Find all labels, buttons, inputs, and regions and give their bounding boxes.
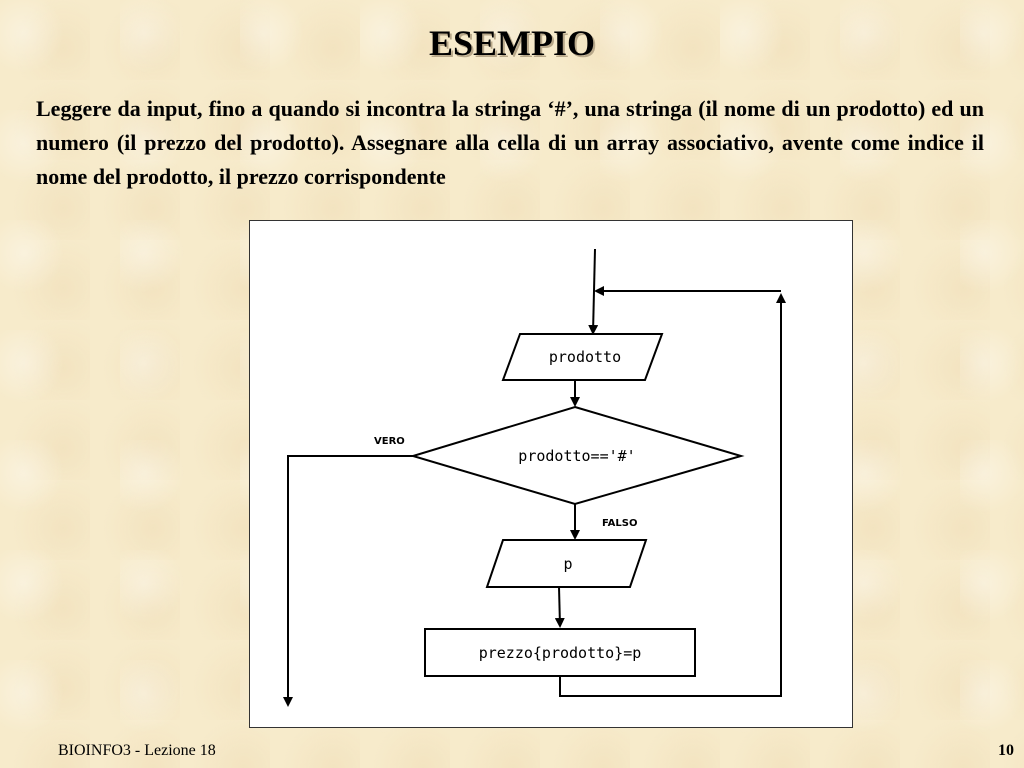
entry-arrow xyxy=(593,249,595,333)
false-label: FALSO xyxy=(602,518,638,529)
true-branch-line xyxy=(288,456,413,705)
input-p-label: p xyxy=(563,555,573,573)
slide-body-text: Leggere da input, fino a quando si incontra la stringa ‘#’, una stringa (il nome di un prodotto) ed un numero (il prezzo del prodotto). Assegnare alla cella di un array associativo, avente come indice il nome del prodotto, il prezzo corrispondente xyxy=(36,96,984,189)
arrow-to-assignment xyxy=(559,587,560,626)
true-label: VERO xyxy=(374,436,405,447)
flowchart-panel xyxy=(249,220,853,728)
decision-condition-label: prodotto=='#' xyxy=(518,447,636,465)
footer-page-number: 10 xyxy=(998,742,1014,759)
input-prodotto-label: prodotto xyxy=(548,348,622,366)
assignment-label: prezzo{prodotto}=p xyxy=(478,644,642,662)
footer-course: BIOINFO3 - Lezione 18 xyxy=(58,742,216,759)
flowchart-diagram xyxy=(250,221,852,727)
slide-title: ESEMPIO xyxy=(428,23,596,63)
